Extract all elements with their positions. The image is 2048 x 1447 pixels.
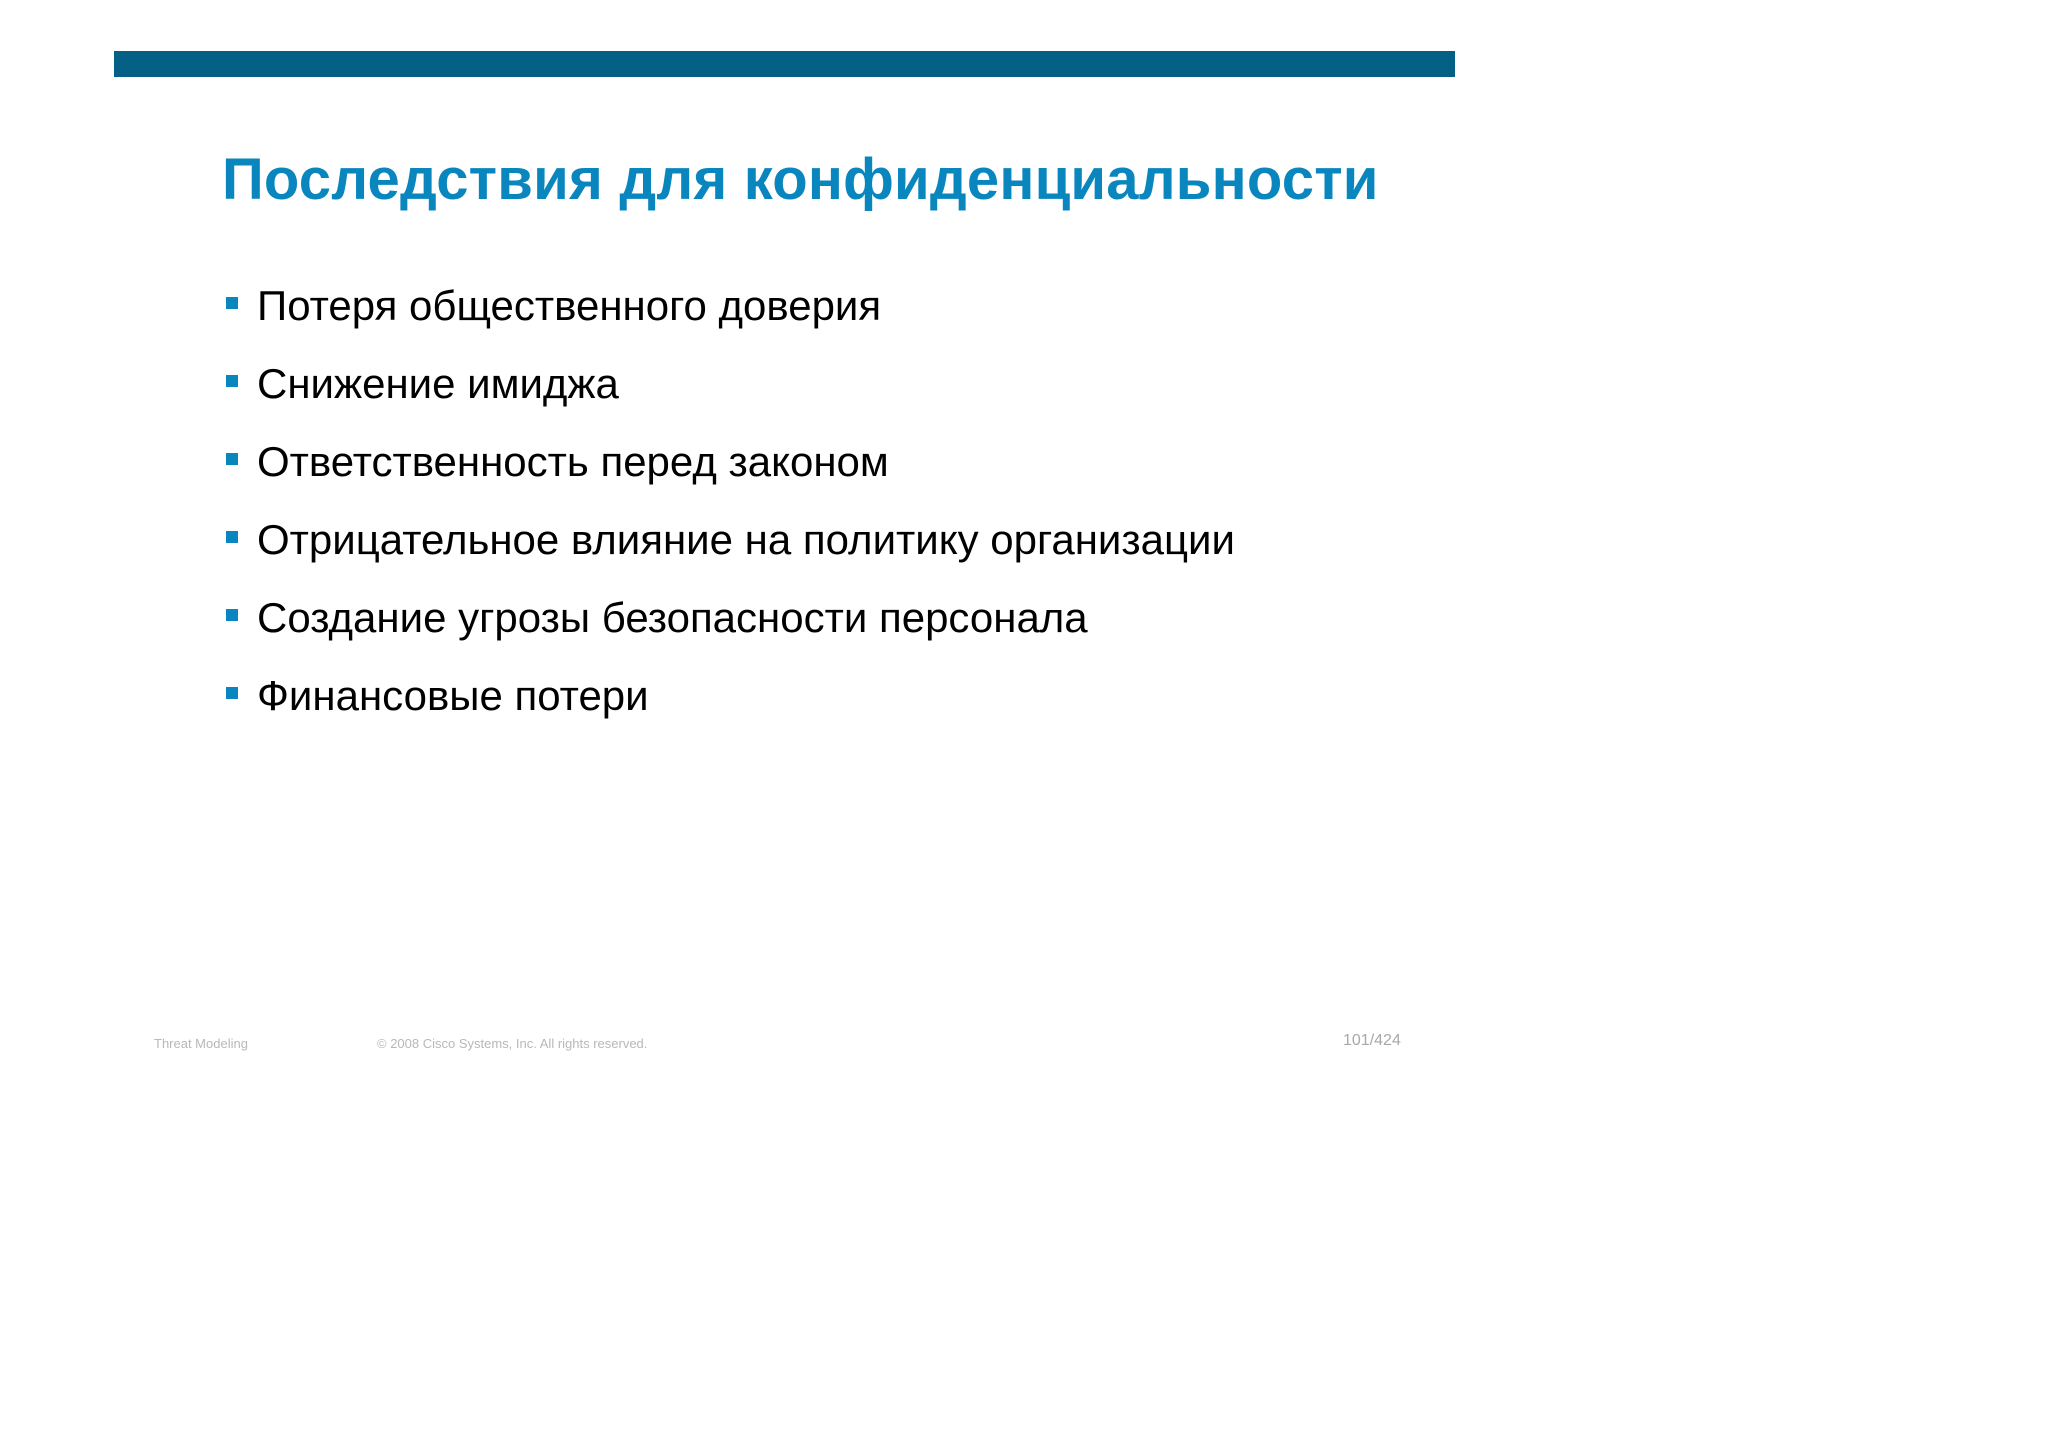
bullet-text: Снижение имиджа bbox=[257, 360, 619, 407]
slide-title: Последствия для конфиденциальности bbox=[222, 147, 1379, 212]
square-bullet-icon bbox=[226, 687, 238, 699]
square-bullet-icon bbox=[226, 375, 238, 387]
square-bullet-icon bbox=[226, 297, 238, 309]
bullet-text: Отрицательное влияние на политику организации bbox=[257, 516, 1235, 563]
bullet-item bbox=[224, 428, 1235, 506]
bullet-text: Финансовые потери bbox=[257, 672, 649, 719]
bullet-item bbox=[224, 272, 1235, 350]
bullet-item bbox=[224, 506, 1235, 584]
bullet-text: Ответственность перед законом bbox=[257, 438, 889, 485]
square-bullet-icon bbox=[226, 531, 238, 543]
bullet-item bbox=[224, 662, 1235, 740]
footer-course-title: Threat Modeling bbox=[154, 1036, 248, 1051]
square-bullet-icon bbox=[226, 609, 238, 621]
bullet-item bbox=[224, 584, 1235, 662]
bullet-text: Потеря общественного доверия bbox=[257, 282, 882, 329]
header-bar bbox=[114, 51, 1455, 77]
bullet-text: Создание угрозы безопасности персонала bbox=[257, 594, 1088, 641]
footer-copyright: © 2008 Cisco Systems, Inc. All rights reserved. bbox=[377, 1036, 648, 1051]
page-number: 101/424 bbox=[1343, 1032, 1401, 1049]
square-bullet-icon bbox=[226, 453, 238, 465]
bullet-list bbox=[224, 272, 1235, 740]
bullet-item bbox=[224, 350, 1235, 428]
